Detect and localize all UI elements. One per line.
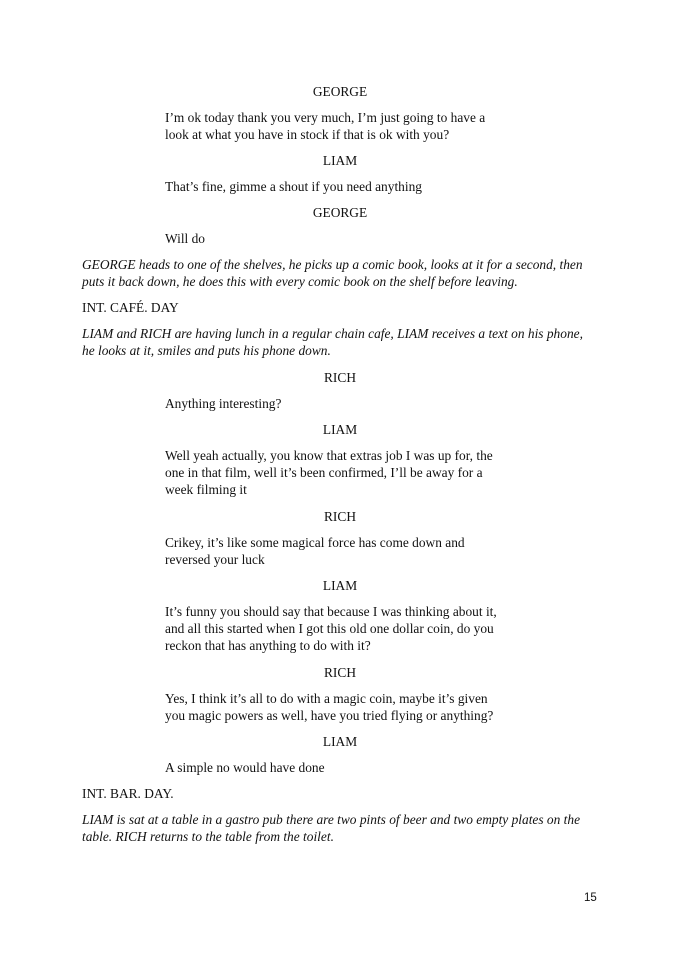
character-cue [0, 577, 680, 594]
character-cue [0, 508, 680, 525]
dialogue-block [165, 759, 325, 776]
dialogue-block [165, 230, 205, 247]
text-line: you magic powers as well, have you tried flying or anything? [165, 708, 494, 723]
dialogue-block [165, 603, 497, 654]
dialogue-block [165, 534, 465, 568]
action-line [82, 256, 583, 290]
text-line: Yes, I think it’s all to do with a magic coin, maybe it’s given [165, 691, 488, 706]
text-line: Crikey, it’s like some magical force has come down and [165, 535, 465, 550]
text-line: LIAM and RICH are having lunch in a regular chain cafe, LIAM receives a text on his phone, [82, 326, 583, 341]
text-line: look at what you have in stock if that is ok with you? [165, 127, 450, 142]
scene-heading [82, 785, 174, 802]
text-line: A simple no would have done [165, 760, 325, 775]
text-line: I’m ok today thank you very much, I’m just going to have a [165, 110, 486, 125]
text-line: RICH [324, 509, 356, 524]
text-line: LIAM [322, 578, 358, 593]
character-cue [0, 733, 680, 750]
text-line: It’s funny you should say that because I was thinking about it, [165, 604, 497, 619]
character-cue [0, 369, 680, 386]
page-number: 15 [584, 892, 597, 904]
text-line: Well yeah actually, you know that extras job I was up for, the [165, 448, 493, 463]
text-line: RICH [324, 665, 356, 680]
scene-heading [82, 299, 179, 316]
text-line: LIAM [322, 734, 358, 749]
dialogue-block [165, 109, 485, 143]
action-line [82, 811, 580, 845]
dialogue-block [165, 447, 493, 498]
text-line: That’s fine, gimme a shout if you need anything [165, 179, 422, 194]
character-cue [0, 83, 680, 100]
dialogue-block [165, 178, 422, 195]
text-line: Will do [165, 231, 206, 246]
text-line: LIAM [322, 153, 358, 168]
character-cue [0, 421, 680, 438]
text-line: one in that film, well it’s been confirmed, I’ll be away for a [165, 465, 483, 480]
text-line: he looks at it, smiles and puts his phone down. [82, 343, 331, 358]
text-line: RICH [324, 370, 356, 385]
dialogue-block [165, 395, 281, 412]
text-line: table. RICH returns to the table from the toilet. [82, 829, 334, 844]
text-line: LIAM is sat at a table in a gastro pub there are two pints of beer and two empty plates on the [82, 812, 581, 827]
character-cue [0, 152, 680, 169]
text-line: Anything interesting? [165, 396, 282, 411]
text-line: GEORGE [312, 205, 368, 220]
character-cue [0, 204, 680, 221]
text-line: reckon that has anything to do with it? [165, 638, 371, 653]
text-line: LIAM [322, 422, 358, 437]
text-line: GEORGE heads to one of the shelves, he picks up a comic book, looks at it for a second, then [82, 257, 583, 272]
action-line [82, 325, 583, 359]
text-line: reversed your luck [165, 552, 265, 567]
text-line: puts it back down, he does this with every comic book on the shelf before leaving. [82, 274, 518, 289]
dialogue-block [165, 690, 493, 724]
text-line: INT. CAFÉ. DAY [82, 300, 179, 315]
character-cue [0, 664, 680, 681]
text-line: INT. BAR. DAY. [82, 786, 174, 801]
text-line: GEORGE [312, 84, 368, 99]
text-line: week filming it [165, 482, 247, 497]
text-line: and all this started when I got this old one dollar coin, do you [165, 621, 494, 636]
